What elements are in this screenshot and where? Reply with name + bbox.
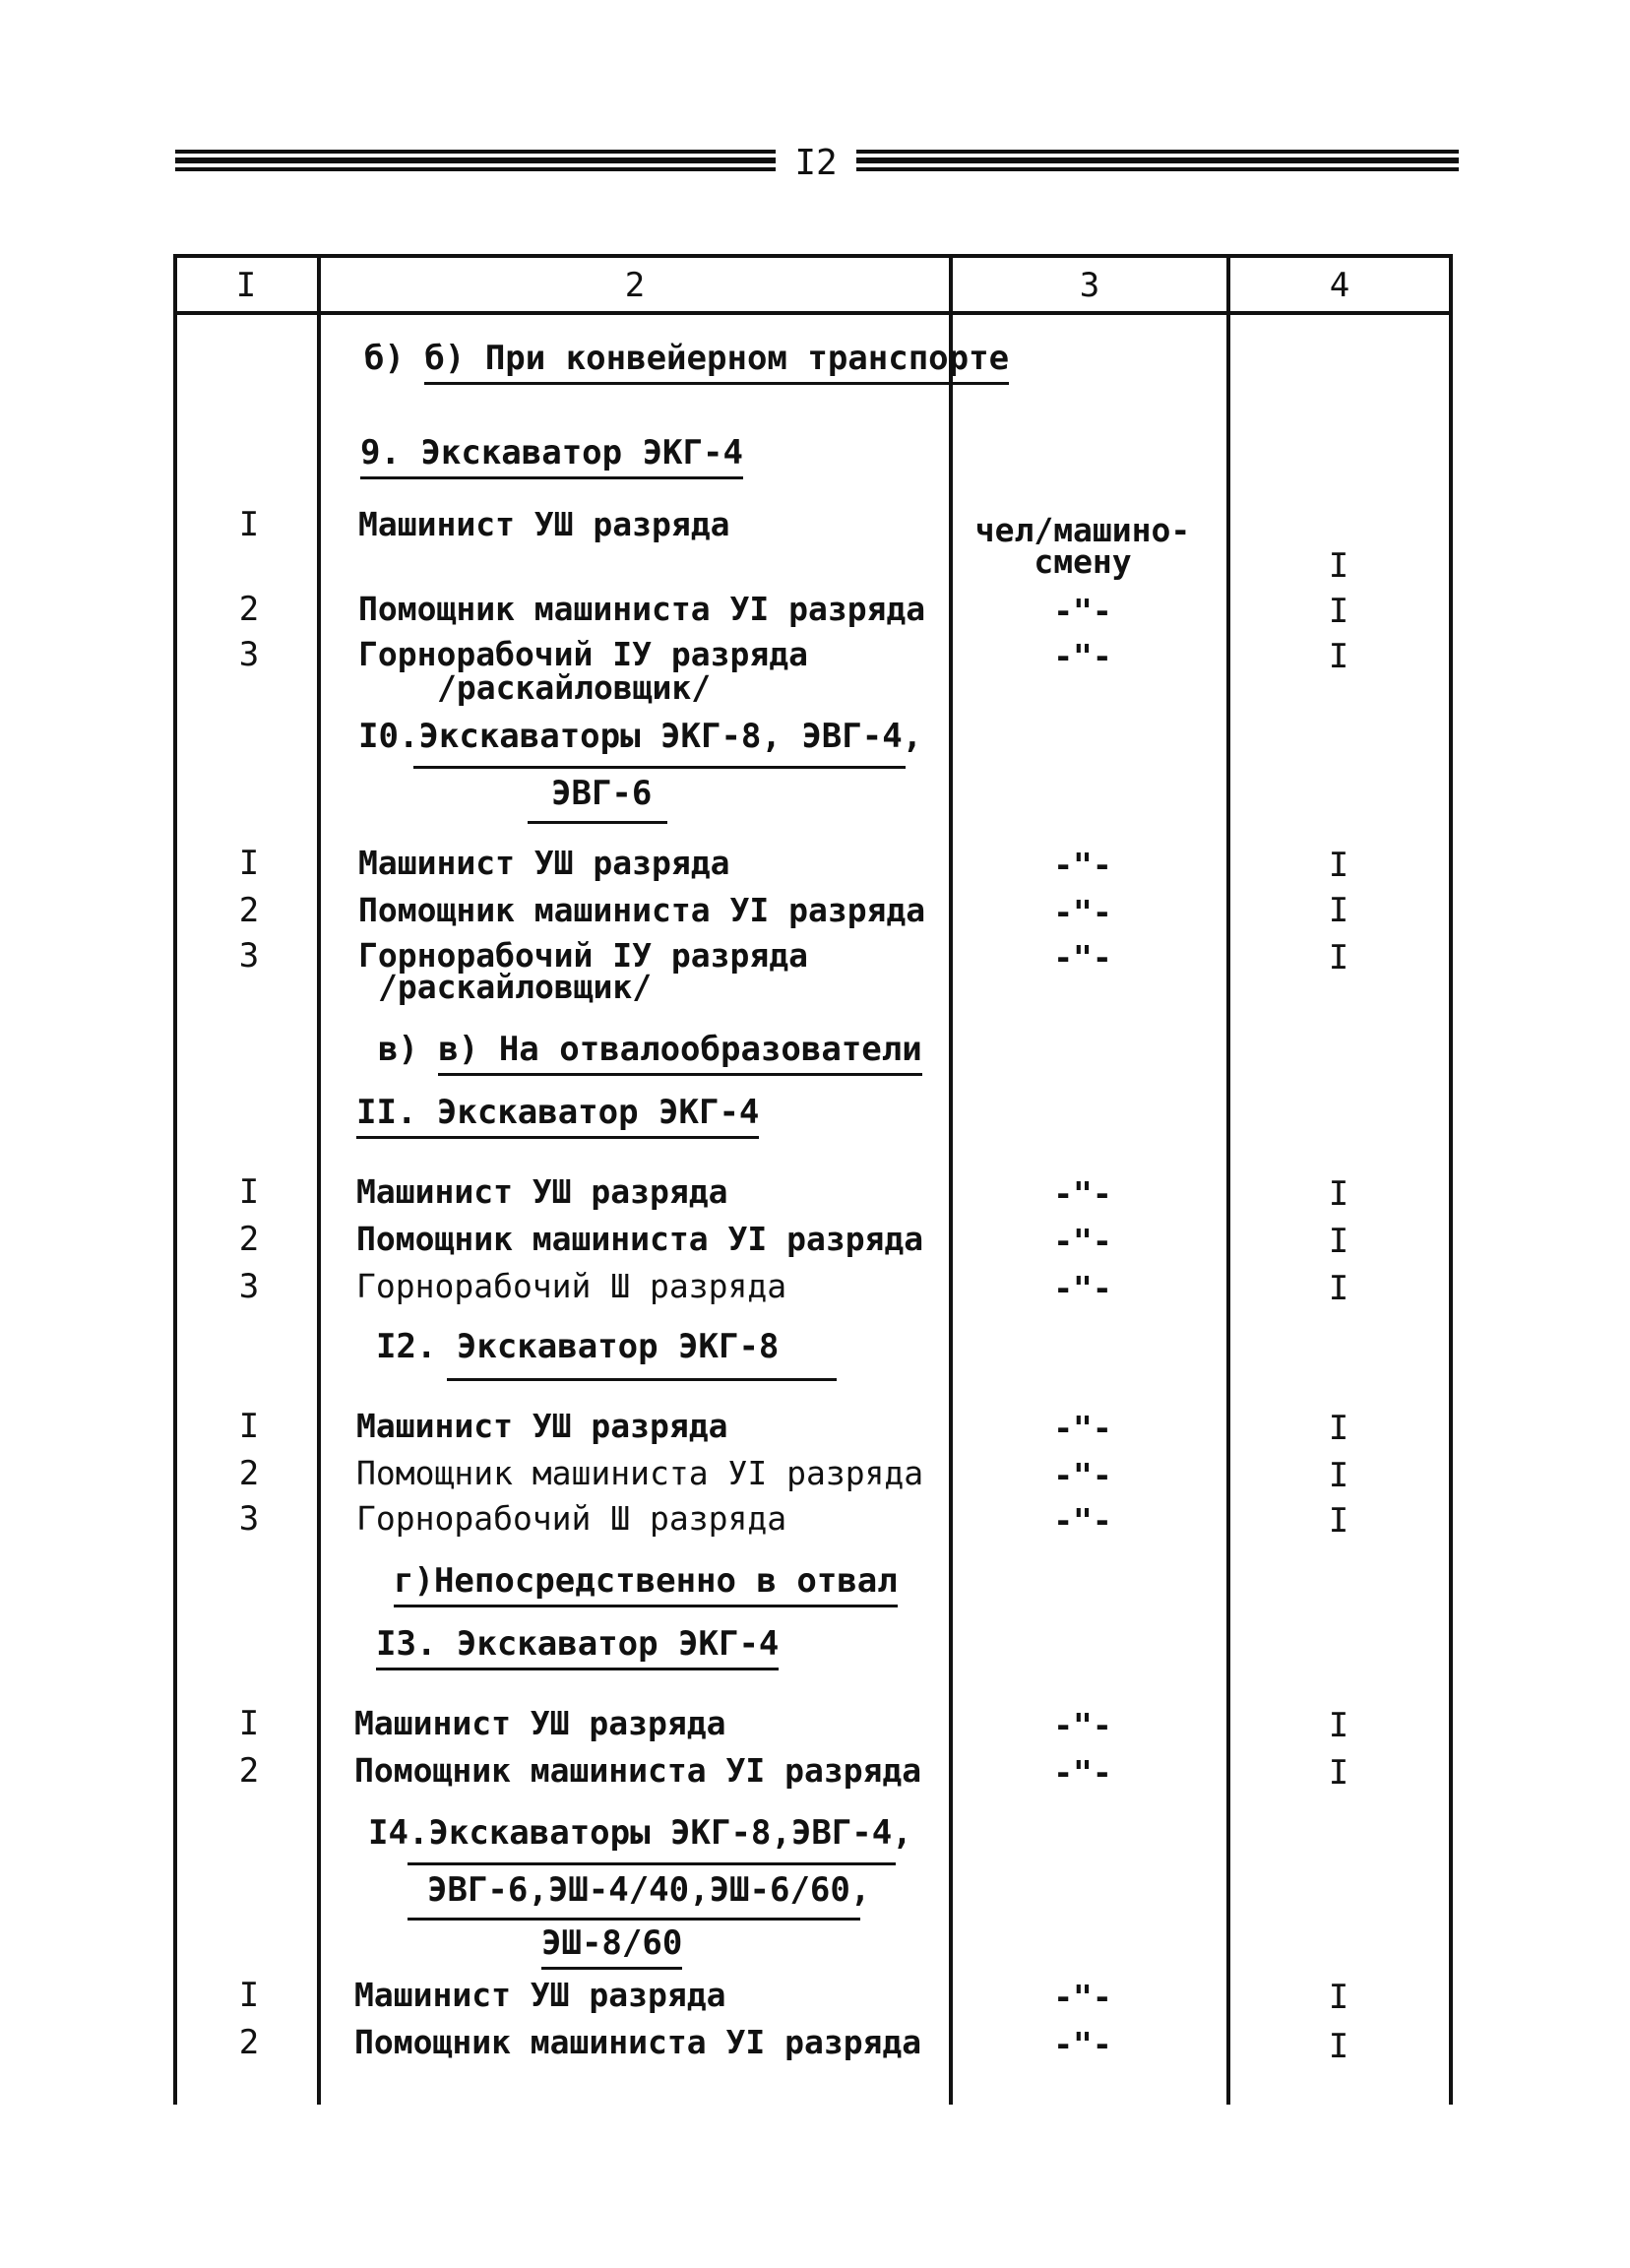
group-heading-13	[376, 1624, 779, 1664]
ditto-mark: -"-	[1053, 1753, 1112, 1792]
row-text: Горнорабочий IУ разряда	[358, 936, 808, 975]
header-rule-left-1	[175, 150, 776, 154]
section-title: б) При конвейерном транспорте	[424, 339, 1009, 385]
section-title: г)Непосредственно в отвал	[394, 1561, 898, 1607]
row-number: I	[238, 1172, 260, 1212]
section-letter: в)	[378, 1030, 439, 1069]
ditto-mark: -"-	[1053, 1174, 1112, 1213]
unit-label-line1: чел/машино-	[974, 511, 1191, 549]
group-underline	[408, 1918, 860, 1921]
header-rule-left-2	[175, 158, 776, 163]
row-qty: I	[1328, 891, 1349, 930]
unit-label-line2: смену	[1034, 542, 1132, 581]
table-top-border	[173, 254, 1451, 258]
row-number: I	[238, 1407, 260, 1446]
group-underline	[408, 1862, 896, 1865]
row-qty: I	[1328, 846, 1349, 885]
section-title: в) На отвалообразователи	[438, 1030, 921, 1076]
ditto-mark: -"-	[1053, 1706, 1112, 1744]
group-heading-14-cont	[427, 1870, 870, 1910]
group-underline	[528, 821, 667, 824]
row-number: I	[238, 1704, 260, 1743]
page-number: I2	[794, 143, 838, 183]
row-qty: I	[1328, 592, 1349, 631]
row-text: Машинист УШ разряда	[358, 844, 730, 882]
row-number: 2	[238, 1751, 260, 1791]
group-title: I4.Экскаваторы ЭКГ-8,ЭВГ-4,	[368, 1813, 912, 1853]
header-rule-right-2	[856, 158, 1459, 163]
ditto-mark: -"-	[1053, 846, 1112, 884]
row-number: 2	[238, 1454, 260, 1493]
row-qty: I	[1328, 2027, 1349, 2066]
row-text: Помощник машиниста УI разряда	[354, 2023, 922, 2061]
row-text-cont: /раскайловщик/	[378, 968, 653, 1006]
row-text: Машинист УШ разряда	[356, 1407, 728, 1445]
section-heading-v	[378, 1030, 922, 1069]
row-number: 2	[238, 1220, 260, 1259]
ditto-mark: -"-	[1053, 1978, 1112, 2016]
group-heading-10	[358, 717, 922, 756]
row-text: Помощник машиниста УI разряда	[356, 1454, 924, 1492]
section-letter: б)	[364, 339, 425, 378]
row-qty: I	[1328, 1409, 1349, 1448]
ditto-mark: -"-	[1053, 1409, 1112, 1447]
row-qty: I	[1328, 1174, 1349, 1214]
ditto-mark: -"-	[1053, 938, 1112, 976]
row-number: 2	[238, 891, 260, 930]
col-header-2: 2	[624, 266, 646, 305]
row-number: 2	[238, 2023, 260, 2062]
group-title: 9. Экскаватор ЭКГ-4	[360, 433, 743, 479]
ditto-mark: -"-	[1053, 637, 1112, 675]
row-qty: I	[1328, 1222, 1349, 1261]
col-header-3: 3	[1079, 266, 1100, 305]
group-heading-14	[368, 1813, 912, 1853]
col-border-right	[1449, 254, 1453, 2105]
row-text: Горнорабочий Ш разряда	[356, 1499, 787, 1538]
row-text: Машинист УШ разряда	[354, 1704, 726, 1742]
row-qty: I	[1328, 1753, 1349, 1793]
group-title: I2. Экскаватор ЭКГ-8	[376, 1327, 780, 1366]
group-title-cont2: ЭШ-8/60	[541, 1923, 682, 1970]
row-text: Машинист УШ разряда	[356, 1172, 728, 1211]
group-heading-14-cont2	[541, 1923, 682, 1963]
group-heading-11	[356, 1093, 759, 1132]
ditto-mark: -"-	[1053, 1501, 1112, 1540]
ditto-mark: -"-	[1053, 893, 1112, 931]
section-heading-g	[394, 1561, 898, 1601]
row-text: Горнорабочий IУ разряда	[358, 635, 808, 673]
row-text: Помощник машиниста УI разряда	[354, 1751, 922, 1790]
row-number: 3	[238, 936, 260, 976]
group-title: I3. Экскаватор ЭКГ-4	[376, 1624, 779, 1670]
group-title-cont: ЭВГ-6	[551, 774, 653, 813]
row-text: Машинист УШ разряда	[354, 1976, 726, 2014]
header-rule-right-3	[856, 167, 1459, 171]
col-header-1: I	[235, 266, 257, 305]
row-number: I	[238, 505, 260, 544]
row-qty: I	[1328, 1978, 1349, 2017]
row-text: Помощник машиниста УI разряда	[356, 1220, 924, 1258]
header-rule-left-3	[175, 167, 776, 171]
group-heading-10-cont	[551, 774, 652, 813]
row-number: 3	[238, 1499, 260, 1539]
row-text: Горнорабочий Ш разряда	[356, 1267, 787, 1305]
group-underline	[447, 1378, 837, 1381]
row-qty: I	[1328, 938, 1349, 977]
row-number: 2	[238, 590, 260, 629]
row-qty: I	[1328, 637, 1349, 676]
group-title: II. Экскаватор ЭКГ-4	[356, 1093, 759, 1139]
row-qty: I	[1328, 1456, 1349, 1495]
row-number: I	[238, 1976, 260, 2015]
group-underline	[413, 766, 906, 769]
row-qty: I	[1328, 546, 1349, 586]
ditto-mark: -"-	[1053, 2025, 1112, 2063]
row-number: 3	[238, 635, 260, 674]
ditto-mark: -"-	[1053, 1456, 1112, 1494]
ditto-mark: -"-	[1053, 592, 1112, 630]
row-text-cont: /раскайловщик/	[437, 668, 712, 707]
row-qty: I	[1328, 1501, 1349, 1541]
row-qty: I	[1328, 1269, 1349, 1308]
row-text: Помощник машиниста УI разряда	[358, 891, 926, 929]
row-number: 3	[238, 1267, 260, 1306]
ditto-mark: -"-	[1053, 1269, 1112, 1307]
group-heading-12	[376, 1327, 779, 1366]
ditto-mark: -"-	[1053, 1222, 1112, 1260]
row-qty: I	[1328, 1706, 1349, 1745]
row-number: I	[238, 844, 260, 883]
col-header-4: 4	[1329, 266, 1350, 305]
group-title: I0.Экскаваторы ЭКГ-8, ЭВГ-4,	[358, 717, 923, 756]
row-text: Помощник машиниста УI разряда	[358, 590, 926, 628]
table-header-border	[173, 311, 1451, 315]
group-heading-9	[360, 433, 743, 472]
header-rule-right-1	[856, 150, 1459, 154]
group-title-cont: ЭВГ-6,ЭШ-4/40,ЭШ-6/60,	[427, 1870, 871, 1910]
row-text: Машинист УШ разряда	[358, 505, 730, 543]
section-heading-b	[364, 339, 1009, 378]
